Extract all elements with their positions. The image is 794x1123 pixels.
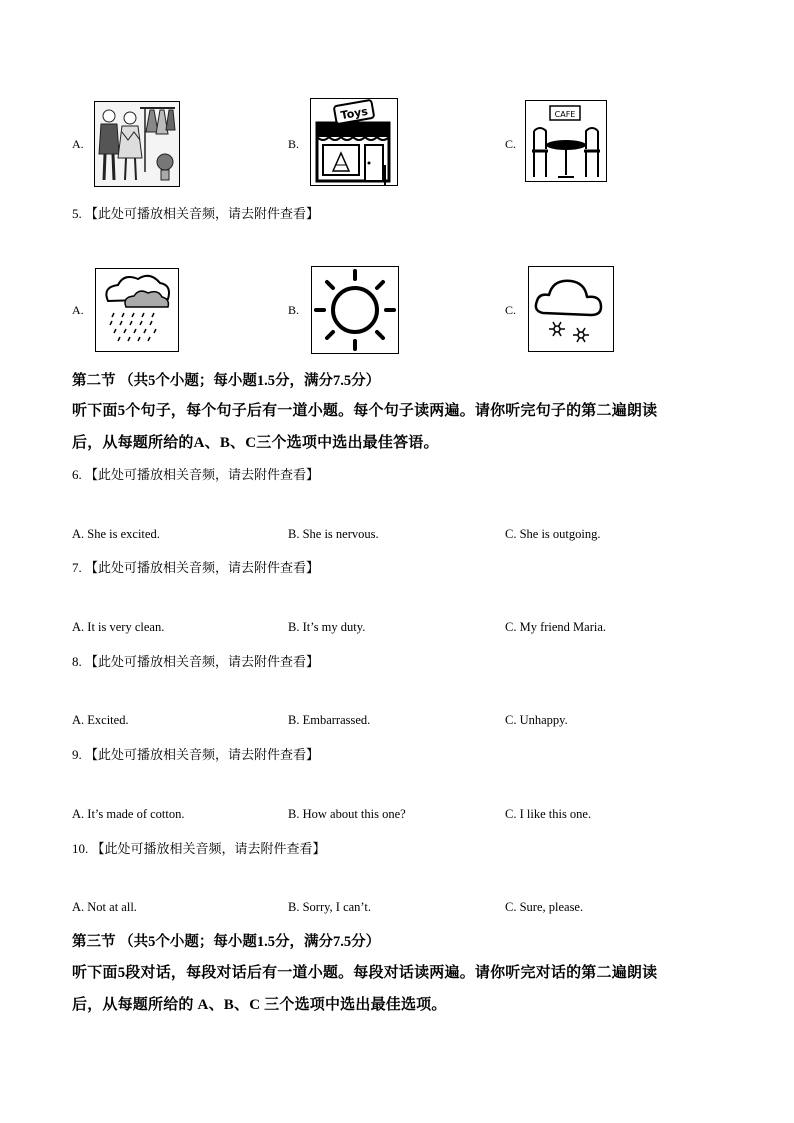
q5-option-b-letter: B.: [288, 303, 300, 317]
q9-option-c: C. I like this one.: [505, 807, 592, 821]
q9-option-a: A. It’s made of cotton.: [72, 807, 185, 821]
section-2-title: 第二节 （共5个小题；每小题1.5分，满分7.5分）: [72, 373, 381, 389]
q10-option-a: A. Not at all.: [72, 900, 137, 914]
audio-prompt: 【此处可播放相关音频，请去附件查看】: [85, 467, 320, 482]
section-2-instruction-line-1: 听下面5个句子，每个句子后有一道小题。每个句子读两遍。请你听完句子的第二遍朗读: [72, 403, 658, 419]
audio-prompt: 【此处可播放相关音频，请去附件查看】: [85, 747, 320, 762]
question-number: 6.: [72, 467, 82, 482]
q7-option-c: C. My friend Maria.: [505, 620, 607, 634]
cafe-icon: [525, 100, 607, 182]
section-3-instruction-line-2: 后，从每题所给的 A、B、C 三个选项中选出最佳选项。: [72, 997, 447, 1013]
question-number: 10.: [72, 841, 89, 856]
toys-sign-text: Toys: [339, 104, 369, 123]
q10-option-b: B. Sorry, I can’t.: [288, 900, 371, 914]
q10-option-c: C. Sure, please.: [505, 900, 584, 914]
q8-option-b: B. Embarrassed.: [288, 713, 371, 727]
audio-prompt: 【此处可播放相关音频，请去附件查看】: [85, 206, 320, 221]
section-3-instruction-line-1: 听下面5段对话，每段对话后有一道小题。每段对话读两遍。请你听完对话的第二遍朗读: [72, 965, 658, 981]
toy-store-icon: [310, 98, 398, 186]
q5-option-c-letter: C.: [505, 303, 517, 317]
audio-prompt: 【此处可播放相关音频，请去附件查看】: [85, 654, 320, 669]
question-number: 5.: [72, 206, 82, 221]
q6-option-b: B. She is nervous.: [288, 527, 379, 541]
rain-cloud-icon: [95, 268, 179, 352]
audio-prompt: 【此处可播放相关音频，请去附件查看】: [85, 560, 320, 575]
question-number: 8.: [72, 654, 82, 669]
audio-prompt: 【此处可播放相关音频，请去附件查看】: [91, 841, 326, 856]
question-number: 7.: [72, 560, 82, 575]
question-7-line: [72, 557, 319, 576]
question-6-line: [72, 464, 319, 483]
question-8-line: [72, 651, 319, 670]
q9-option-b: B. How about this one?: [288, 807, 406, 821]
question-9-line: [72, 744, 319, 763]
sun-icon: [311, 266, 399, 354]
q4-option-c-letter: C.: [505, 137, 517, 151]
q4-option-a-letter: A.: [72, 137, 84, 151]
question-10-line: [72, 838, 326, 857]
snow-cloud-icon: [528, 266, 614, 352]
section-2-instruction-line-2: 后，从每题所给的A、B、C三个选项中选出最佳答语。: [72, 435, 439, 451]
question-number: 9.: [72, 747, 82, 762]
shopping-clothes-icon: [94, 101, 180, 187]
question-5-line: [72, 203, 319, 222]
q6-option-a: A. She is excited.: [72, 527, 160, 541]
q7-option-b: B. It’s my duty.: [288, 620, 366, 634]
cafe-sign-text: CAFE: [554, 110, 576, 119]
q8-option-a: A. Excited.: [72, 713, 129, 727]
q6-option-c: C. She is outgoing.: [505, 527, 601, 541]
q7-option-a: A. It is very clean.: [72, 620, 165, 634]
q4-option-b-letter: B.: [288, 137, 300, 151]
q5-option-a-letter: A.: [72, 303, 84, 317]
q8-option-c: C. Unhappy.: [505, 713, 568, 727]
section-3-title: 第三节 （共5个小题；每小题1.5分，满分7.5分）: [72, 934, 381, 950]
